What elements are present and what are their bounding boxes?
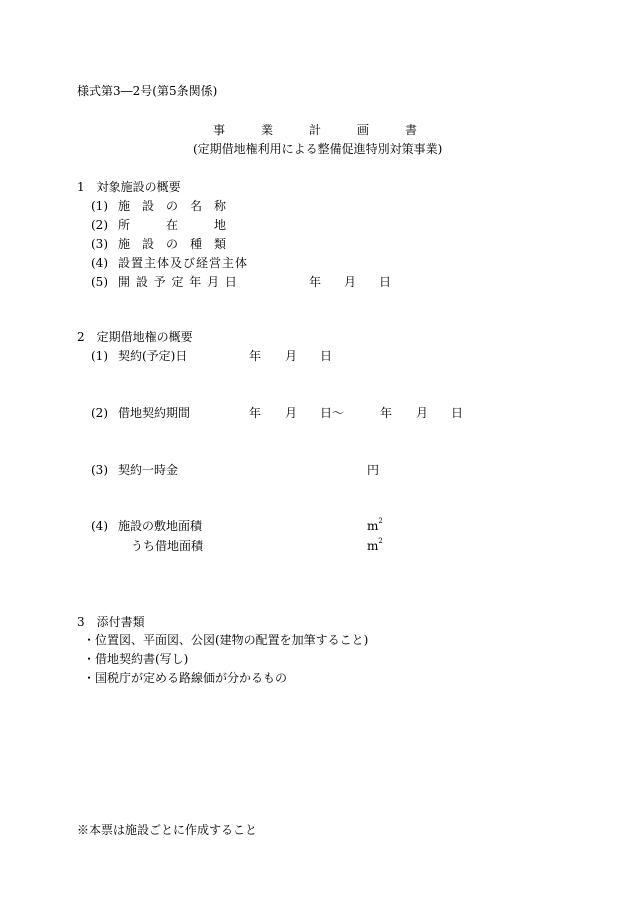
title-char: 書 (405, 123, 418, 137)
footer-note: ※本票は施設ごとに作成すること (77, 823, 258, 837)
period-start-day: 日～ (320, 406, 345, 420)
contract-period-num: (2) (91, 406, 108, 420)
contract-date-label: 契約(予定)日 (118, 349, 188, 363)
period-start-year: 年 (249, 406, 262, 420)
section1-item-num: (3) (91, 237, 108, 251)
site-area-num: (4) (91, 519, 108, 533)
section1-item-num: (1) (91, 199, 108, 213)
leased-area-unit-sup: 2 (378, 537, 383, 545)
section1-item-num: (4) (91, 256, 108, 270)
leased-area-unit-base: m (367, 539, 379, 553)
section2-heading: 2 定期借地権の概要 (77, 330, 193, 344)
title-char: 計 (309, 123, 322, 137)
lump-sum-num: (3) (91, 463, 108, 477)
site-area-unit (367, 517, 383, 533)
leased-area-label: うち借地面積 (131, 539, 204, 553)
section1-item-num: (2) (91, 218, 108, 232)
contract-date-num: (1) (91, 349, 108, 363)
facility-type-label: 施 設 の 種 類 (118, 237, 227, 251)
site-area-unit-sup: 2 (378, 517, 383, 525)
lump-sum-unit: 円 (367, 463, 380, 477)
title-char: 事 (213, 123, 226, 137)
opening-month: 月 (344, 275, 357, 289)
title-char: 業 (261, 123, 274, 137)
opening-day: 日 (379, 275, 392, 289)
section1-item-num: (5) (91, 275, 108, 289)
attachment-item: ・位置図、平面図、公図(建物の配置を加筆すること) (83, 633, 369, 647)
operator-label: 設置主体及び経営主体 (118, 256, 249, 270)
contract-day: 日 (320, 349, 333, 363)
form-number: 様式第3―2号(第5条関係) (77, 84, 218, 98)
facility-name-label: 施 設 の 名 称 (118, 199, 227, 213)
leased-area-unit (367, 537, 383, 553)
document-subtitle: (定期借地権利用による整備促進特別対策事業) (193, 142, 443, 156)
title-char: 画 (357, 123, 370, 137)
period-start-month: 月 (285, 406, 298, 420)
section1-heading: 1 対象施設の概要 (77, 180, 181, 194)
opening-date-label: 開 設 予 定 年 月 日 (118, 275, 238, 289)
contract-month: 月 (285, 349, 298, 363)
location-label: 所 在 地 (118, 218, 227, 232)
period-end-month: 月 (416, 406, 429, 420)
attachment-item: ・借地契約書(写し) (83, 652, 189, 666)
document-title (213, 124, 453, 136)
contract-year: 年 (249, 349, 262, 363)
period-end-day: 日 (451, 406, 464, 420)
attachment-item: ・国税庁が定める路線価が分かるもの (83, 671, 288, 685)
period-end-year: 年 (380, 406, 393, 420)
lump-sum-label: 契約一時金 (118, 463, 179, 477)
contract-period-label: 借地契約期間 (118, 406, 191, 420)
site-area-unit-base: m (367, 519, 379, 533)
opening-year: 年 (309, 275, 322, 289)
section3-heading: 3 添付書類 (77, 615, 145, 629)
site-area-label: 施設の敷地面積 (118, 519, 203, 533)
